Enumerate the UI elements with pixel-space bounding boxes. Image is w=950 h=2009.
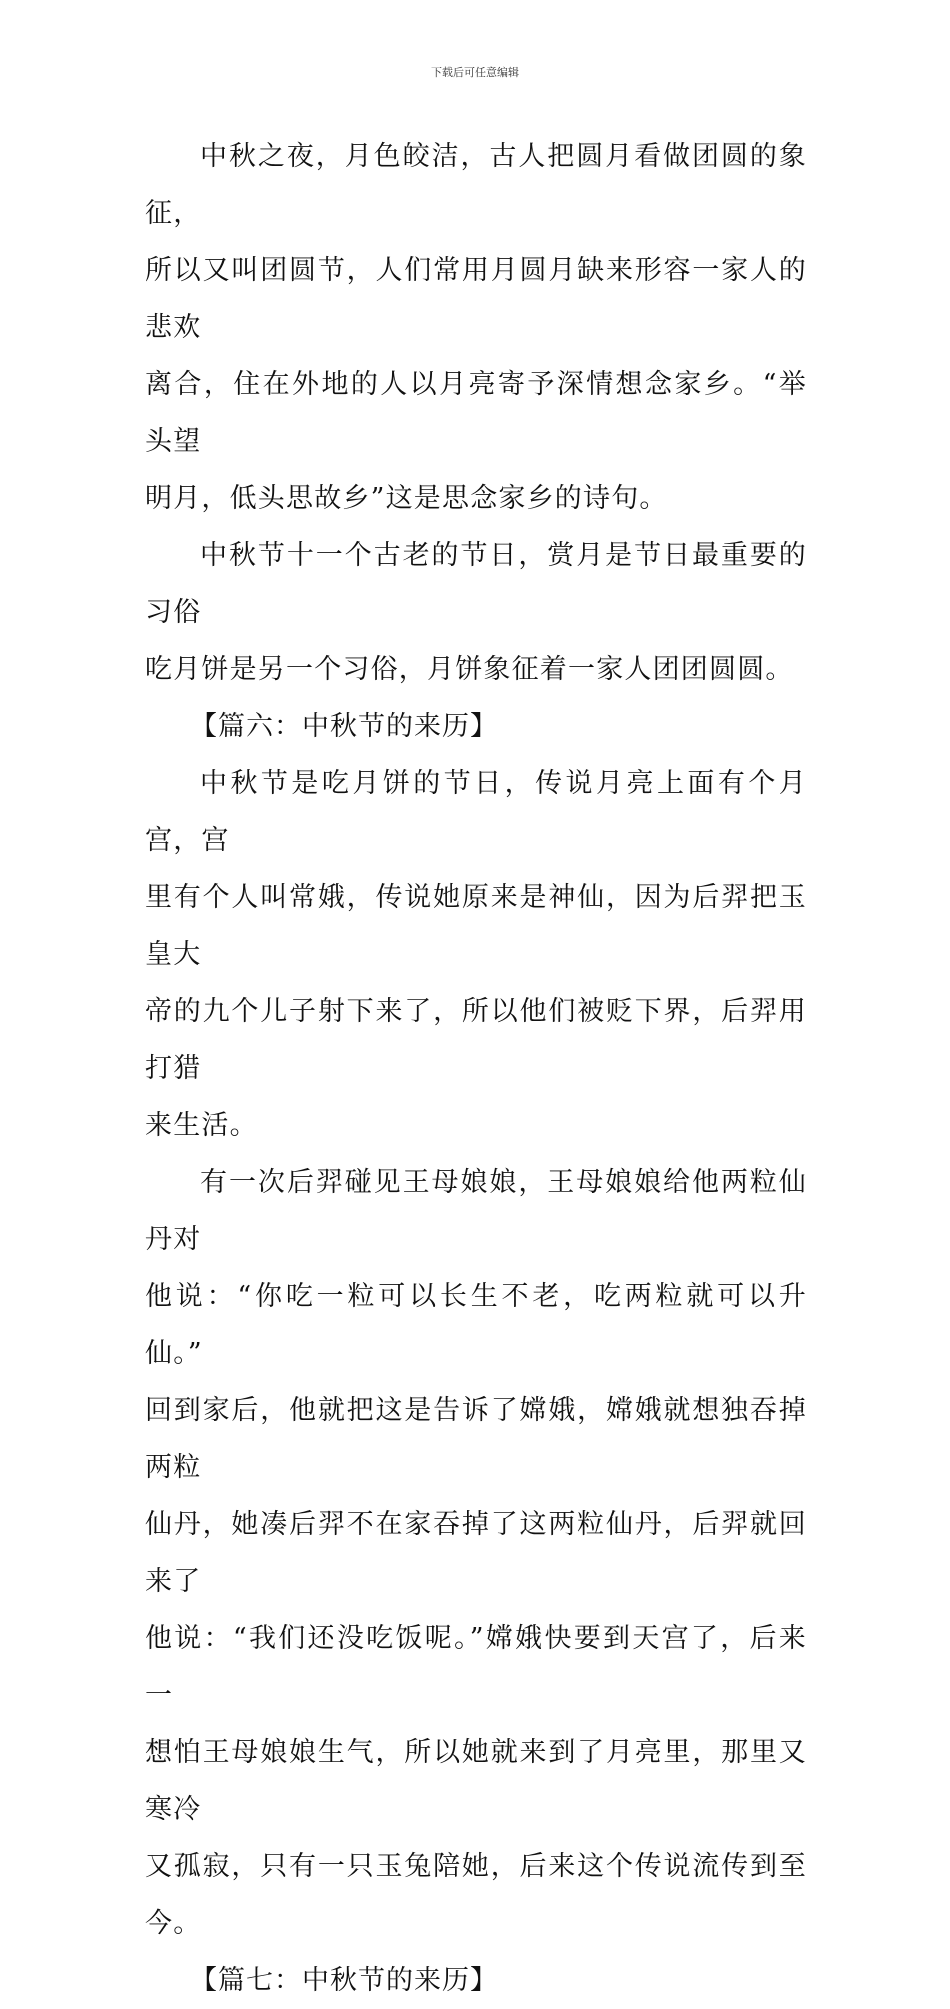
document-body <box>145 128 807 2009</box>
section-heading-part-seven: 【篇七：中秋节的来历】 <box>190 1965 498 1996</box>
section-heading-part-six: 【篇六：中秋节的来历】 <box>190 711 498 742</box>
paragraph-houyi-change-story: 有一次后羿碰见王母娘娘，王母娘娘给他两粒仙丹对 他说：“你吃一粒可以长生不老，吃两粒就可以升仙。” 回到家后，他就把这是告诉了嫦娥，嫦娥就想独吞掉两粒 仙丹，她凑后羿不在家吞掉了这两粒仙丹，后羿就回来了 他说：“我们还没吃饭呢。”嫦娥快要到天宫了，后来一 想怕王母娘娘生气，所以她就来到了月亮里，那里又寒冷 又孤寂，只有一只玉兔陪她，后来这个传说流传到至今。 <box>145 1167 807 1939</box>
paragraph-moon-palace-legend: 中秋节是吃月饼的节日，传说月亮上面有个月宫，宫 里有个人叫常娥，传说她原来是神仙，因为后羿把玉皇大 帝的九个儿子射下来了，所以他们被贬下界，后羿用打猎 来生活。 <box>145 768 807 1141</box>
paragraph-mooncake-custom: 中秋节十一个古老的节日，赏月是节日最重要的习俗 吃月饼是另一个习俗，月饼象征着一家人团团圆圆。 <box>145 540 807 685</box>
paragraph-mid-autumn-night: 中秋之夜，月色皎洁，古人把圆月看做团圆的象征， 所以又叫团圆节，人们常用月圆月缺来形容一家人的悲欢 离合，住在外地的人以月亮寄予深情想念家乡。“举头望 明月，低头思故乡”这是思念家乡的诗句。 <box>145 141 807 514</box>
page-header: 下载后可任意编辑 <box>431 66 519 79</box>
